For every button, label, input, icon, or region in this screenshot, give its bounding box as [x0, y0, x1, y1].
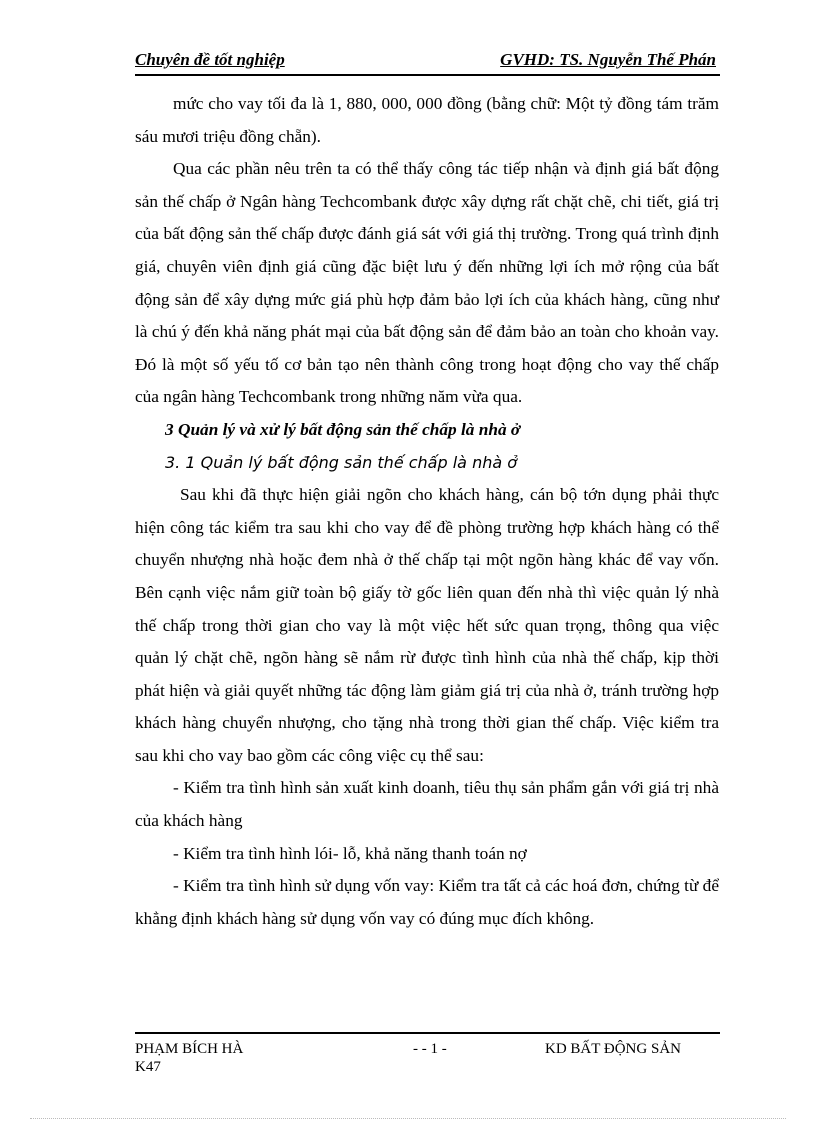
page-number: - - 1 - — [413, 1041, 447, 1057]
paragraph: Qua các phần nêu trên ta có thể thấy công tác tiếp nhận và định giá bất động sản thế chấp ở Ngân hàng Techcombank được xây dựng rất chặt chẽ, chi tiết, giá trị của bất động sản thế chấp được đánh giá sát với giá thị trường. Trong quá trình định giá, chuyên viên định giá cũng đặc biệt lưu ý đến những lợi ích mở rộng của bất động sản để xây dựng mức giá phù hợp đảm bảo lợi ích của khách hàng, cũng như là chú ý đến khả năng phát mại của bất động sản để đảm bảo an toàn cho khoản vay. Đó là một số yếu tố cơ bản tạo nên thành công trong hoạt động cho vay thế chấp của ngân hàng Techcombank trong những năm vừa qua. — [135, 159, 719, 407]
footer-major: KD BẤT ĐỘNG SẢN — [545, 1041, 681, 1057]
header-advisor: GVHD: TS. Nguyễn Thế Phán — [500, 50, 716, 69]
section-heading: 3 Quản lý và xử lý bất động sản thế chấp là nhà ở — [165, 419, 521, 439]
bullet-item: - Kiểm tra tình hình sử dụng vốn vay: Kiểm tra tất cả các hoá đơn, chứng từ để khẳng định khách hàng sử dụng vốn vay có đúng mục đích không. — [135, 876, 719, 928]
page-bottom-border — [30, 1118, 786, 1119]
footer-author: PHẠM BÍCH HÀ — [135, 1041, 244, 1057]
body-text — [135, 88, 719, 935]
paragraph: Sau khi đã thực hiện giải ngõn cho khách hàng, cán bộ tớn dụng phải thực hiện công tác kiểm tra sau khi cho vay để đề phòng trường hợp khách hàng có thể chuyển nhượng nhà hoặc đem nhà ở thế chấp tại một ngõn hàng khác để vay vốn. Bên cạnh việc nắm giữ toàn bộ giấy tờ gốc liên quan đến nhà thì việc quản lý nhà thế chấp trong thời gian cho vay là một việc hết sức quan trọng, thông qua việc quản lý chặt chẽ, ngõn hàng sẽ nắm rừ được tình hình của nhà thế chấp, kịp thời phát hiện và giải quyết những tác động làm giảm giá trị của nhà ở, tránh trường hợp khách hàng chuyển nhượng, cho tặng nhà trong thời gian thế chấp. Việc kiểm tra sau khi cho vay bao gồm các công việc cụ thể sau: — [135, 485, 719, 765]
subsection-heading: 3. 1 Quản lý bất động sản thế chấp là nhà ở — [165, 452, 518, 472]
bullet-item: - Kiểm tra tình hình sản xuất kinh doanh, tiêu thụ sản phẩm gắn với giá trị nhà của khách hàng — [135, 778, 719, 831]
header-title: Chuyên đề tốt nghiệp — [135, 50, 285, 69]
footer-divider — [135, 1032, 720, 1034]
footer-class: K47 — [135, 1059, 161, 1075]
page-header — [135, 48, 720, 76]
bullet-item: - Kiểm tra tình hình lói- lỗ, khả năng thanh toán nợ — [173, 843, 527, 863]
paragraph: mức cho vay tối đa là 1, 880, 000, 000 đồng (bằng chữ: Một tỷ đồng tám trăm sáu mươi triệu đồng chẵn). — [135, 94, 719, 146]
